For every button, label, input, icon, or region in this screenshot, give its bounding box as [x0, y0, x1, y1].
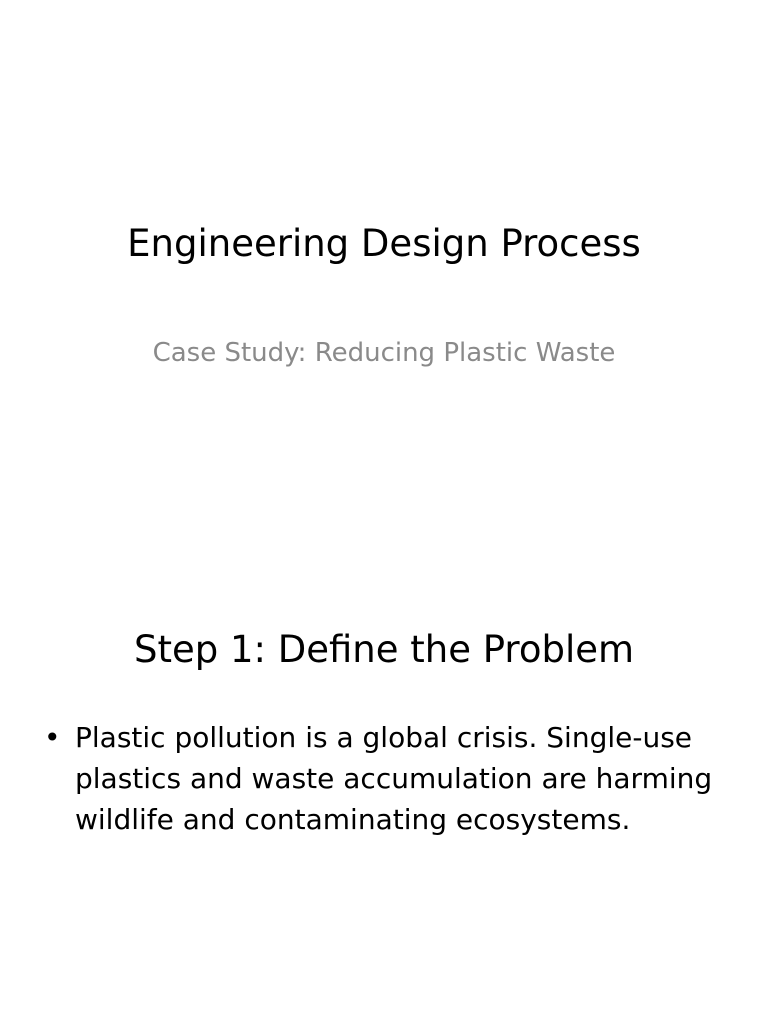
slide-title: Engineering Design Process	[127, 222, 641, 265]
bullet-item	[40, 717, 720, 840]
content-slide	[0, 512, 768, 1024]
slide-subtitle: Case Study: Reducing Plastic Waste	[152, 338, 616, 368]
bullet-icon: •	[44, 721, 61, 754]
bullet-text: Plastic pollution is a global crisis. Single-use plastics and waste accumulation are harming wildlife and contaminating ecosystems.	[75, 721, 713, 836]
bullet-list	[40, 717, 720, 840]
slide-title: Step 1: Define the Problem	[133, 628, 635, 671]
